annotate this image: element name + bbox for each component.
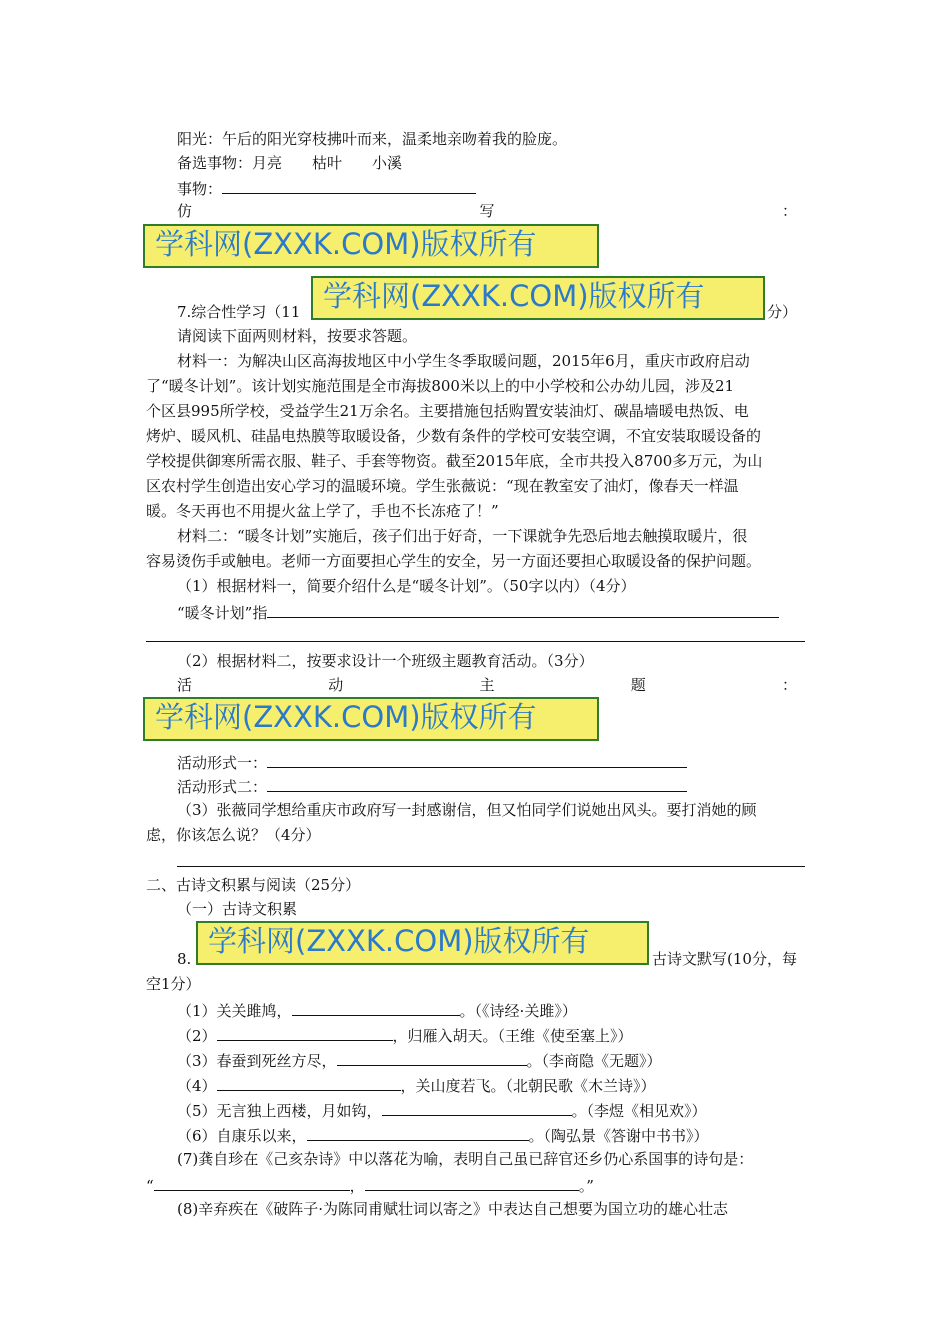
theme-char: 题 bbox=[630, 676, 646, 694]
poem-text: 。（《诗经·关雎》） bbox=[459, 1002, 577, 1020]
poem-blank[interactable] bbox=[382, 1098, 572, 1116]
poem-item bbox=[177, 1048, 662, 1072]
poem-item bbox=[177, 1023, 633, 1047]
thing-line bbox=[177, 176, 476, 200]
imitate-char: 写 bbox=[479, 202, 495, 220]
q3-answer-blank[interactable] bbox=[177, 866, 805, 867]
poem-item bbox=[177, 1123, 709, 1147]
poem-text: 。” bbox=[578, 1177, 594, 1195]
poem-text: （4） bbox=[177, 1077, 217, 1095]
poem-blank[interactable] bbox=[337, 1048, 527, 1066]
poem-text: （5）无言独上西楼，月如钩， bbox=[177, 1102, 382, 1120]
material-one-line: 个区县995所学校，受益学生21万余名。主要措施包括购置安装油灯、碳晶墙暖电热饭、电 bbox=[146, 402, 749, 420]
imitate-char: 仿 bbox=[177, 202, 193, 220]
material-one-line: 学校提供御寒所需衣服、鞋子、手套等物资。截至2015年底，全市共投入8700多万元，为山 bbox=[146, 452, 763, 470]
q8-title-cont: 空1分） bbox=[146, 975, 201, 993]
form1-blank[interactable] bbox=[267, 750, 687, 768]
q1-answer-blank-2[interactable] bbox=[146, 641, 805, 642]
question-1: （1）根据材料一，简要介绍什么是“暖冬计划”。（50字以内）（4分） bbox=[177, 577, 636, 595]
theme-char: 主 bbox=[479, 676, 495, 694]
question-2: （2）根据材料二，按要求设计一个班级主题教育活动。（3分） bbox=[177, 652, 594, 670]
sun-line: 阳光：午后的阳光穿枝拂叶而来，温柔地亲吻着我的脸庞。 bbox=[177, 130, 568, 148]
poem-text: ，关山度若飞。（北朝民歌《木兰诗》） bbox=[400, 1077, 656, 1095]
poem-item-8: (8)辛弃疾在《破阵子·为陈同甫赋壮词以寄之》中表达自己想要为国立功的雄心壮志 bbox=[177, 1200, 729, 1218]
poem-text: 。（李商隐《无题》） bbox=[526, 1052, 662, 1070]
poem-blank[interactable] bbox=[154, 1173, 350, 1191]
imitate-line bbox=[177, 200, 797, 222]
q8-title: 古诗文默写(10分，每 bbox=[652, 950, 797, 968]
q7-title-start: 7.综合性学习（11 bbox=[177, 303, 301, 321]
poem-blank[interactable] bbox=[217, 1023, 393, 1041]
watermark-banner: 学科网(ZXXK.COM)版权所有 bbox=[311, 276, 765, 320]
theme-char: ： bbox=[781, 676, 797, 694]
thing-label: 事物： bbox=[177, 180, 223, 198]
activity-form-1 bbox=[177, 750, 687, 774]
watermark-banner: 学科网(ZXXK.COM)版权所有 bbox=[143, 224, 599, 268]
material-one-line: 了“暖冬计划”。该计划实施范围是全市海拔800米以上的中小学校和公办幼儿园，涉及21 bbox=[146, 377, 735, 395]
poem-text: （6）自康乐以来， bbox=[177, 1127, 307, 1145]
q7-title-end: 分） bbox=[767, 303, 798, 321]
poem-text: 。（陶弘景《答谢中书书》） bbox=[528, 1127, 709, 1145]
watermark-banner: 学科网(ZXXK.COM)版权所有 bbox=[143, 697, 599, 741]
theme-char: 活 bbox=[177, 676, 193, 694]
q8-number: 8. bbox=[177, 950, 192, 968]
form1-label: 活动形式一： bbox=[177, 754, 268, 772]
poem-item bbox=[177, 998, 577, 1022]
form2-label: 活动形式二： bbox=[177, 778, 268, 796]
material-one-line: 材料一：为解决山区高海拔地区中小学生冬季取暖问题，2015年6月，重庆市政府启动 bbox=[177, 352, 750, 370]
question-3: （3）张薇同学想给重庆市政府写一封感谢信，但又怕同学们说她出风头。要打消她的顾 bbox=[177, 801, 757, 819]
q1-answer-blank[interactable] bbox=[267, 600, 779, 618]
poem-item-7-blanks bbox=[146, 1173, 594, 1197]
activity-form-2 bbox=[177, 774, 687, 798]
poem-text: （1）关关雎鸠， bbox=[177, 1002, 292, 1020]
poem-text: （2） bbox=[177, 1027, 217, 1045]
poem-text: ，归雁入胡天。（王维《使至塞上》） bbox=[392, 1027, 633, 1045]
options-line: 备选事物：月亮 枯叶 小溪 bbox=[177, 154, 403, 172]
poem-blank[interactable] bbox=[365, 1173, 579, 1191]
material-two-line: 容易烫伤手或触电。老师一方面要担心学生的安全，另一方面还要担心取暖设备的保护问题。 bbox=[146, 552, 762, 570]
material-one-line: 烤炉、暖风机、硅晶电热膜等取暖设备，少数有条件的学校可安装空调，不宜安装取暖设备的 bbox=[146, 427, 762, 445]
poem-blank[interactable] bbox=[307, 1123, 529, 1141]
read-prompt: 请阅读下面两则材料，按要求答题。 bbox=[177, 327, 418, 345]
question-3-cont: 虑，你该怎么说？（4分） bbox=[146, 826, 321, 844]
section-2-1-heading: （一）古诗文积累 bbox=[177, 900, 298, 918]
poem-text: 。（李煜《相见欢》） bbox=[571, 1102, 707, 1120]
form2-blank[interactable] bbox=[267, 774, 687, 792]
poem-text: （3）春蚕到死丝方尽， bbox=[177, 1052, 337, 1070]
poem-item bbox=[177, 1073, 656, 1097]
watermark-banner: 学科网(ZXXK.COM)版权所有 bbox=[196, 921, 649, 965]
poem-text: ， bbox=[349, 1177, 365, 1195]
material-one-line: 暖。冬天再也不用提火盆上学了，手也不长冻疮了！” bbox=[146, 502, 499, 520]
q1-label: “暖冬计划”指 bbox=[177, 604, 268, 622]
q1-answer-line bbox=[177, 600, 779, 624]
poem-item-7: (7)龚自珍在《己亥杂诗》中以落花为喻，表明自己虽已辞官还乡仍心系国事的诗句是： bbox=[177, 1150, 754, 1168]
imitate-char: ： bbox=[781, 202, 797, 220]
theme-char: 动 bbox=[328, 676, 344, 694]
poem-blank[interactable] bbox=[292, 998, 460, 1016]
section-2-heading: 二、古诗文积累与阅读（25分） bbox=[146, 876, 361, 894]
poem-text: “ bbox=[146, 1177, 154, 1195]
poem-item bbox=[177, 1098, 707, 1122]
poem-blank[interactable] bbox=[217, 1073, 401, 1091]
material-one-line: 区农村学生创造出安心学习的温暖环境。学生张薇说：“现在教室安了油灯，像春天一样温 bbox=[146, 477, 739, 495]
material-two-line: 材料二：“暖冬计划”实施后，孩子们出于好奇，一下课就争先恐后地去触摸取暖片，很 bbox=[177, 527, 748, 545]
activity-theme-line bbox=[177, 674, 797, 696]
thing-blank[interactable] bbox=[222, 176, 476, 194]
